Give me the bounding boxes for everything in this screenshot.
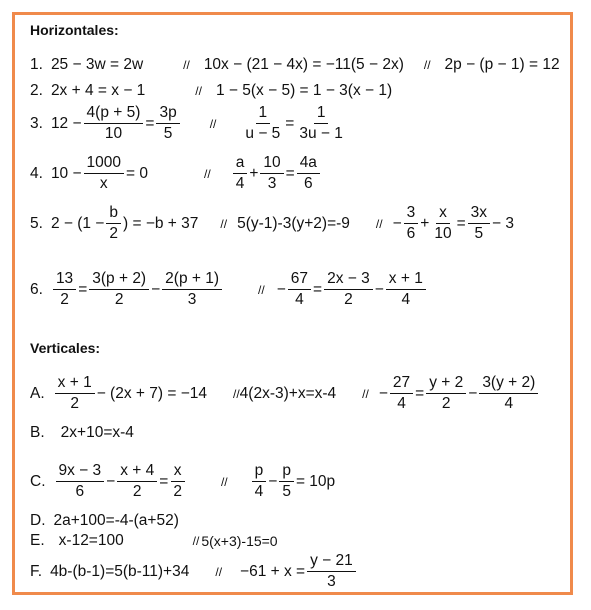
row-label: 1. [30,56,43,73]
expr-text: − [378,384,388,402]
expr-text: − [392,214,402,232]
vertical-row-f [30,552,358,591]
numerator: 4(p + 5) [84,104,144,124]
numerator: 2x − 3 [324,270,373,290]
expr-text: 10 − [50,164,82,182]
denominator: 3 [187,291,197,308]
equation: 2p − (p − 1) = 12 [444,56,560,73]
separator: // [195,84,202,98]
expr-text: = [415,384,425,402]
denominator: 5 [474,225,484,242]
expr-text: 2 − (1 − [50,214,105,232]
equation: 1 − 5(x − 5) = 1 − 3(x − 1) [215,82,393,99]
numerator: 4a [297,154,320,174]
denominator: 2 [132,483,142,500]
numerator: 3(p + 2) [89,270,149,290]
expr-text: 12 − [50,114,82,132]
horizontal-row-3 [30,104,348,143]
equation: 5(x+3)-15=0 [201,533,278,549]
numerator: 3p [156,104,179,124]
numerator: 3 [404,204,419,224]
equation: 4b-(b-1)=5(b-11)+34 [50,562,190,580]
expr-text: − [374,280,384,298]
separator: // [423,58,431,72]
denominator: 4 [235,175,245,192]
expr-text: + [249,164,259,182]
denominator: 10 [434,225,452,242]
expr-text: ) = −b + 37 [123,214,199,232]
numerator: a [233,154,248,174]
fraction [307,552,356,591]
row-label: E. [30,532,45,549]
fraction [53,270,76,309]
numerator: 27 [390,374,413,394]
horizontal-row-4 [30,154,322,193]
denominator: 10 [104,125,123,142]
row-label: 3. [30,114,43,132]
fraction [117,462,157,501]
separator: // [192,534,200,548]
fraction [84,104,144,143]
denominator: 2 [114,291,124,308]
numerator: x + 1 [386,270,426,290]
expr-text: − [268,472,278,490]
denominator: 2 [173,483,182,500]
expr-text: − 3 [492,214,515,232]
row-label: F. [30,562,43,580]
expr-text: = [285,114,295,132]
expr-text: = [456,214,466,232]
expr-text: − [276,280,286,298]
fraction [233,154,248,193]
horizontal-row-5 [30,204,514,243]
equation: 5(y-1)-3(y+2)=-9 [237,214,350,232]
fraction [297,154,320,193]
numerator: 2(p + 1) [162,270,222,290]
horizontal-row-6 [30,270,428,309]
numerator: p [279,462,294,482]
fraction [296,104,346,143]
row-label: 4. [30,164,43,182]
fraction [84,154,124,193]
fraction [252,462,267,501]
fraction [89,270,149,309]
horizontal-row-1 [30,56,560,74]
denominator: 4 [254,483,264,500]
equation: 10x − (21 − 4x) = −11(5 − 2x) [203,56,404,73]
expr-text: − [151,280,161,298]
numerator: x + 4 [117,462,157,482]
separator: // [375,216,383,231]
fraction [56,462,105,501]
expr-text: −61 + x = [240,562,306,580]
denominator: 6 [75,483,85,500]
denominator: 4 [397,395,406,412]
expr-text: = 0 [126,164,149,182]
expr-text: − [106,472,116,490]
denominator: 6 [406,225,416,242]
fraction [162,270,222,309]
numerator: 1000 [84,154,124,174]
fraction [390,374,413,413]
denominator: 2 [344,291,353,308]
row-label: C. [30,472,46,490]
vertical-row-a [30,374,540,413]
numerator: 1 [256,104,271,124]
fraction [279,462,294,501]
horizontal-heading: Horizontales: [30,22,119,38]
row-label: 5. [30,214,43,232]
fraction [431,204,454,243]
numerator: y − 21 [307,552,356,572]
denominator: 4 [401,291,411,308]
numerator: 67 [288,270,311,290]
equation: 2a+100=-4-(a+52) [53,512,179,529]
expr-text: = [285,164,295,182]
fraction [479,374,538,413]
numerator: 10 [260,154,283,174]
expr-text: = 10p [295,472,336,490]
fraction [404,204,419,243]
numerator: y + 2 [426,374,466,394]
denominator: 6 [304,175,313,192]
numerator: 13 [53,270,76,290]
equation: x-12=100 [58,532,124,549]
separator: // [362,386,369,401]
denominator: 2 [60,291,69,308]
numerator: 3x [468,204,490,224]
numerator: x [171,462,185,482]
equation: 4(2x-3)+x=x-4 [239,384,337,402]
separator: // [258,282,265,297]
numerator: 9x − 3 [56,462,105,482]
vertical-row-d [30,512,179,530]
fraction [324,270,373,309]
equation: 25 − 3w = 2w [50,56,144,73]
vertical-row-e [30,532,278,550]
expr-text: = [145,114,155,132]
numerator: 1 [314,104,329,124]
horizontal-row-2 [30,82,392,100]
fraction [170,462,185,501]
expr-text: + [420,214,430,232]
vertical-heading: Verticales: [30,340,101,356]
fraction [156,104,179,143]
denominator: 5 [163,125,173,142]
fraction [260,154,283,193]
row-label: D. [30,512,46,529]
fraction [288,270,311,309]
denominator: 4 [295,291,304,308]
fraction [242,104,283,143]
separator: // [233,386,240,401]
denominator: 2 [70,395,79,412]
expr-text: − (2x + 7) = −14 [96,384,207,402]
fraction [55,374,95,413]
fraction [468,204,490,243]
separator: // [220,474,228,489]
expr-text: = [78,280,88,298]
separator: // [209,116,217,131]
numerator: x [436,204,450,224]
separator: // [204,166,211,181]
denominator: 2 [441,395,451,412]
separator: // [183,58,190,72]
equation: 2x+10=x-4 [60,424,134,441]
expr-text: = [313,280,323,298]
denominator: 4 [504,395,514,412]
fraction [106,204,121,243]
row-label: B. [30,424,45,441]
separator: // [215,564,223,579]
numerator: x + 1 [55,374,95,394]
numerator: p [252,462,267,482]
denominator: 5 [282,483,291,500]
denominator: x [99,175,108,192]
numerator: 3(y + 2) [479,374,538,394]
expr-text: = [159,472,169,490]
vertical-row-b [30,424,134,442]
vertical-row-c [30,462,335,501]
denominator: u − 5 [245,125,281,142]
denominator: 3u − 1 [299,125,343,142]
denominator: 2 [109,225,118,242]
denominator: 3 [327,573,336,590]
separator: // [220,216,228,231]
equation: 2x + 4 = x − 1 [50,82,146,99]
row-label: 6. [30,280,43,298]
row-label: A. [30,384,45,402]
denominator: 3 [267,175,277,192]
row-label: 2. [30,82,43,99]
numerator: b [106,204,121,224]
expr-text: − [468,384,478,402]
fraction [386,270,426,309]
fraction [426,374,466,413]
